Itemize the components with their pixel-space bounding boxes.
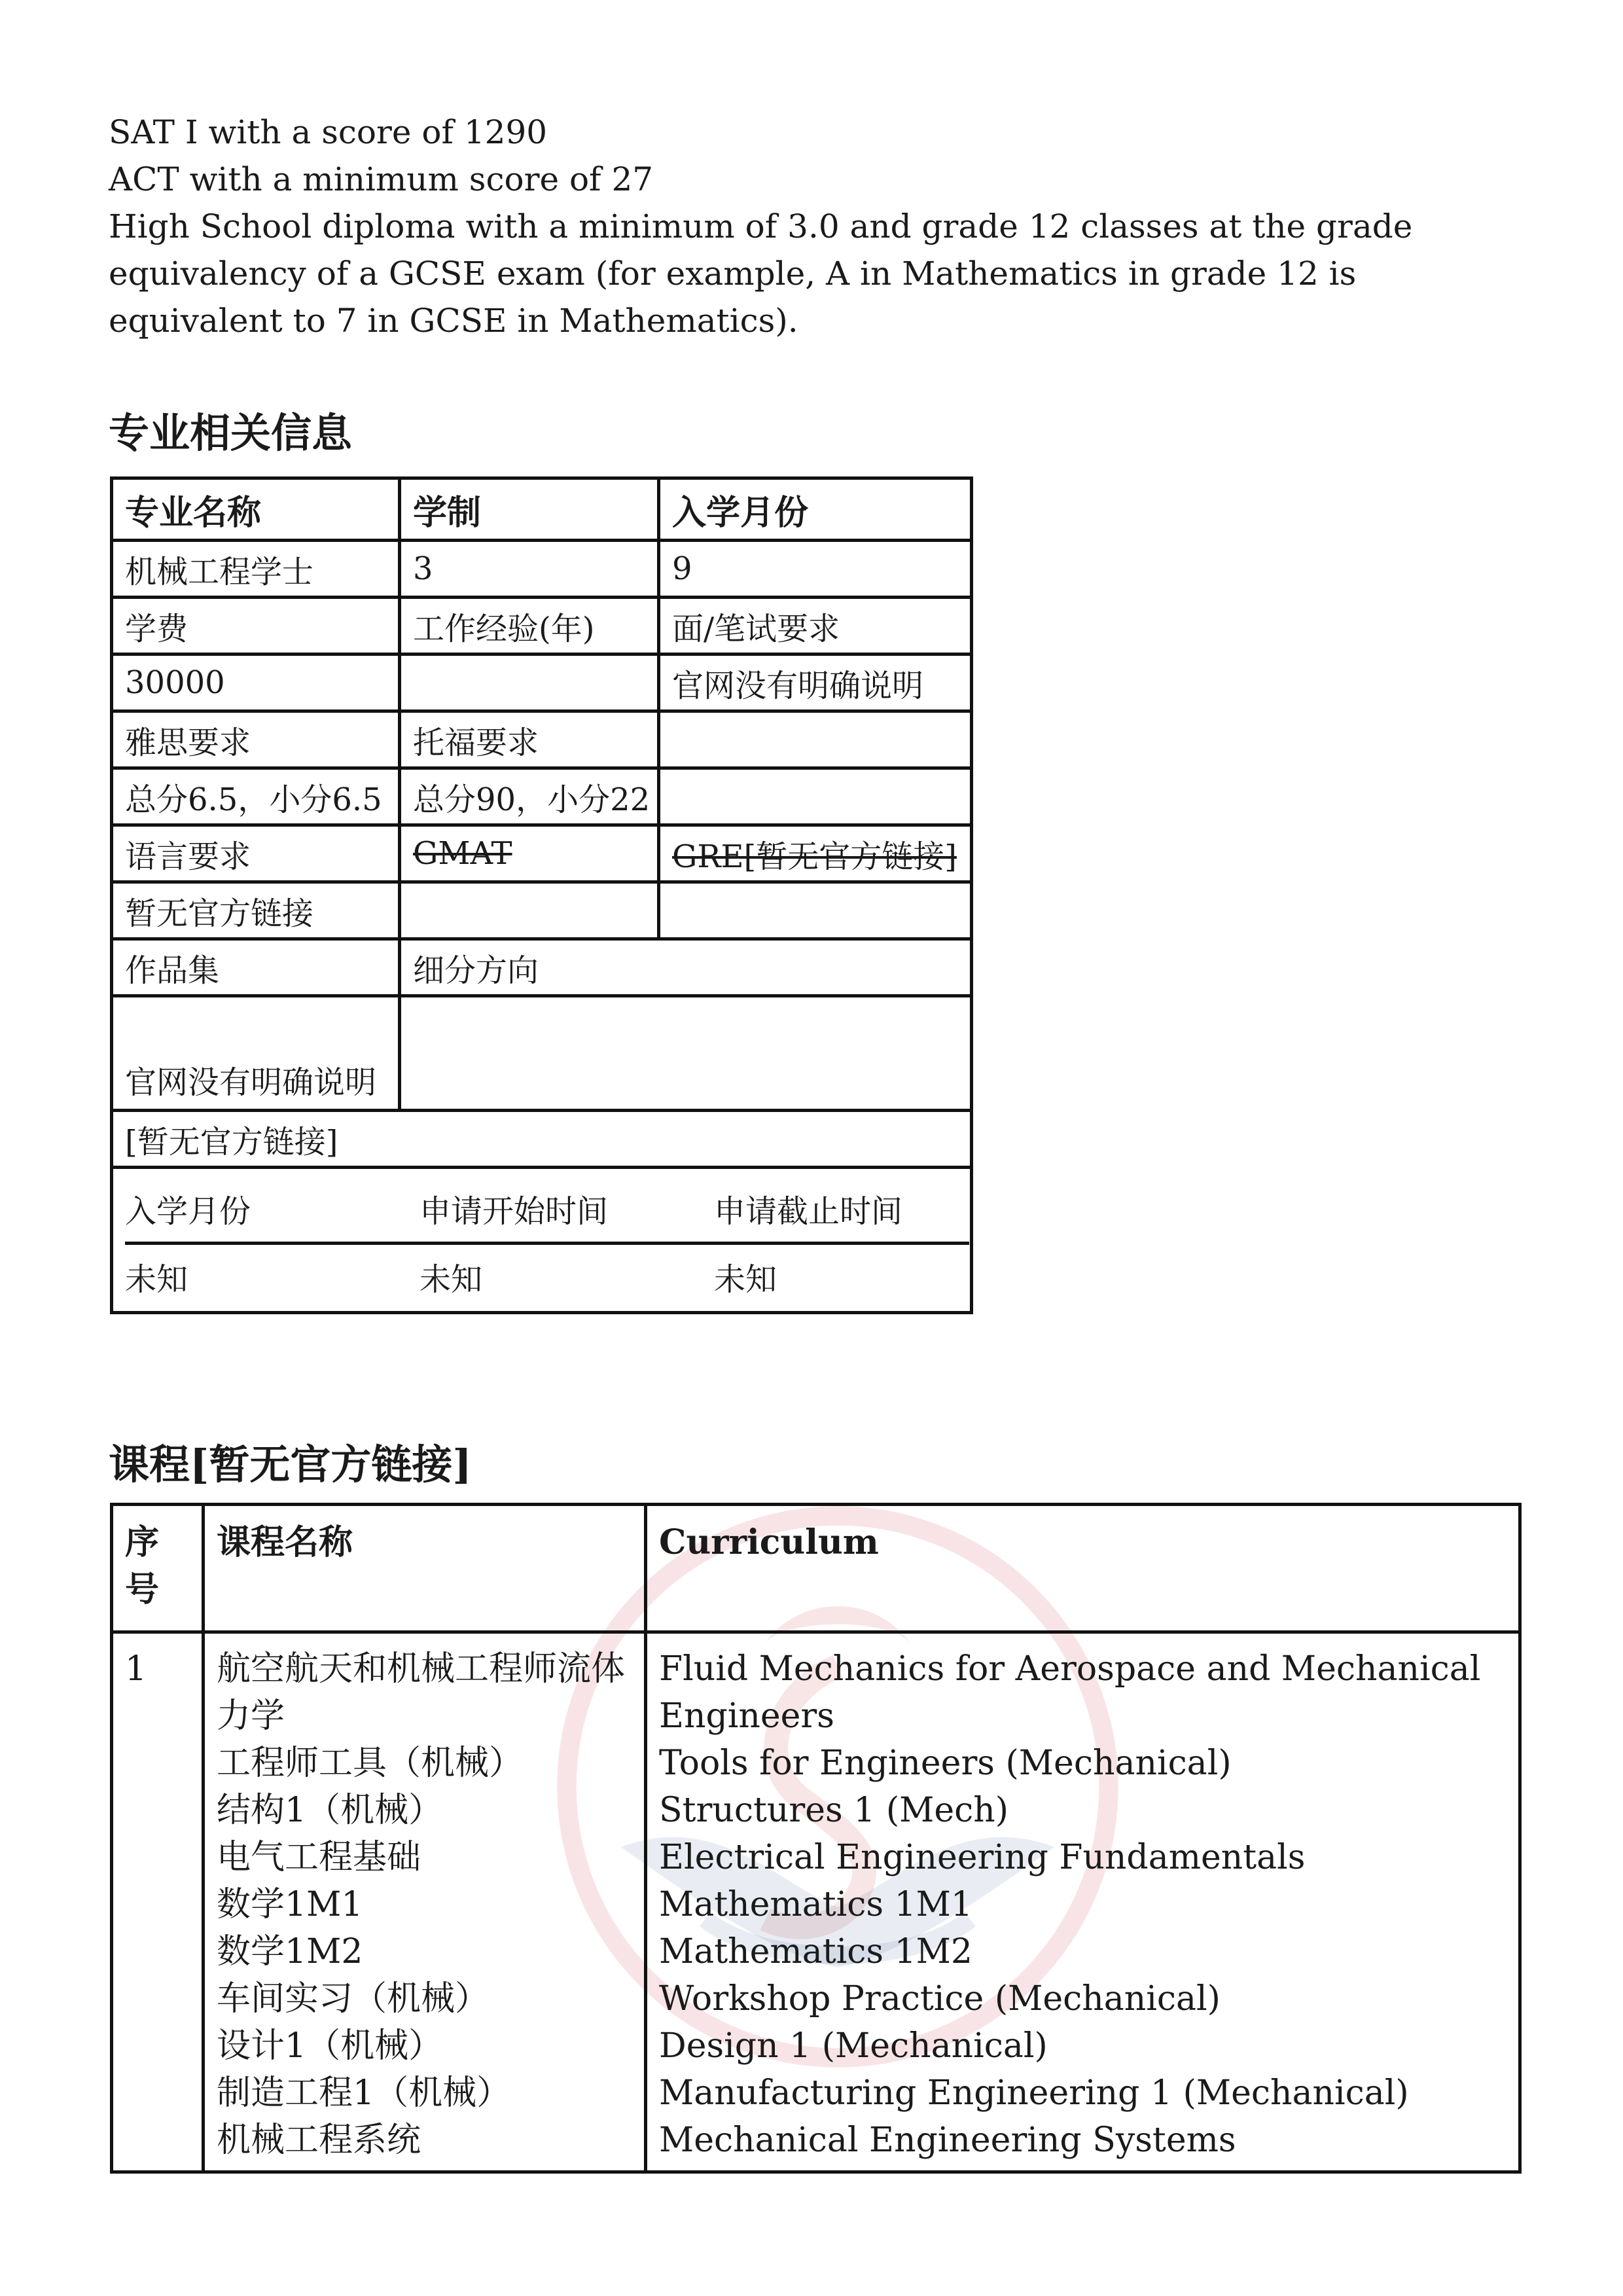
ielts-label: 雅思要求 — [112, 711, 400, 768]
intake-month-value: 9 — [659, 541, 972, 598]
header-curriculum: Curriculum — [646, 1505, 1520, 1632]
course-cn: 数学1M2 — [217, 1932, 363, 1971]
portfolio-value: 官网没有明确说明 — [112, 996, 400, 1111]
duration-value: 3 — [400, 541, 659, 598]
course-cn: 航空航天和机械工程师流体力学 — [217, 1649, 626, 1736]
table-header-row — [112, 478, 972, 541]
language-value: 暂无官方链接 — [112, 882, 400, 939]
empty-cell — [659, 882, 972, 939]
course-cn: 制造工程1（机械） — [217, 2073, 511, 2113]
interview-value: 官网没有明确说明 — [659, 655, 972, 711]
table-row — [112, 1168, 972, 1313]
course-en: Fluid Mechanics for Aerospace and Mechanical Engineers — [659, 1649, 1481, 1736]
dates-value-start: 未知 — [419, 1261, 483, 1298]
application-dates — [112, 1168, 972, 1313]
empty-cell — [659, 768, 972, 825]
work-experience-label: 工作经验(年) — [400, 598, 659, 655]
admission-requirements-text — [109, 109, 1516, 344]
course-cn: 电气工程基础 — [217, 1838, 421, 1877]
table-row — [112, 996, 972, 1111]
curriculum-table — [110, 1503, 1522, 2174]
course-cn: 结构1（机械） — [217, 1791, 443, 1830]
major-info-table — [110, 476, 973, 1314]
course-en: Electrical Engineering Fundamentals — [659, 1838, 1306, 1877]
tuition-label: 学费 — [112, 598, 400, 655]
table-row — [112, 882, 972, 939]
specialization-label: 细分方向 — [400, 939, 972, 996]
dates-header-deadline: 申请截止时间 — [714, 1178, 969, 1245]
gmat-label: GMAT — [400, 825, 659, 882]
work-experience-value — [400, 655, 659, 711]
table-row — [112, 711, 972, 768]
course-cn: 车间实习（机械） — [217, 1979, 490, 2018]
major-name-value: 机械工程学士 — [112, 541, 400, 598]
official-link-note: [暂无官方链接] — [112, 1111, 972, 1168]
header-index: 序 号 — [112, 1505, 204, 1632]
course-en: Tools for Engineers (Mechanical) — [659, 1744, 1232, 1783]
table-row — [112, 541, 972, 598]
portfolio-label: 作品集 — [112, 939, 400, 996]
course-names-en — [646, 1632, 1520, 2172]
course-en: Workshop Practice (Mechanical) — [659, 1979, 1221, 2018]
course-en: Mathematics 1M2 — [659, 1932, 972, 1971]
course-cn: 设计1（机械） — [217, 2026, 443, 2066]
tuition-value: 30000 — [112, 655, 400, 711]
course-index: 1 — [112, 1632, 204, 2172]
empty-cell — [400, 882, 659, 939]
dates-value-deadline: 未知 — [714, 1261, 777, 1298]
course-cn: 工程师工具（机械） — [217, 1744, 524, 1783]
course-en: Design 1 (Mechanical) — [659, 2026, 1048, 2066]
ielts-value: 总分6.5，小分6.5 — [112, 768, 400, 825]
course-cn: 数学1M1 — [217, 1885, 363, 1924]
major-info-heading: 专业相关信息 — [109, 409, 353, 457]
toefl-label: 托福要求 — [400, 711, 659, 768]
dates-header-start: 申请开始时间 — [419, 1178, 714, 1245]
gre-label: GRE[暂无官方链接] — [659, 825, 972, 882]
table-row — [112, 768, 972, 825]
table-row — [112, 655, 972, 711]
table-row — [112, 1632, 1520, 2172]
course-cn: 机械工程系统 — [217, 2121, 421, 2160]
course-en: Manufacturing Engineering 1 (Mechanical) — [659, 2073, 1409, 2113]
header-duration: 学制 — [400, 478, 659, 541]
language-label: 语言要求 — [112, 825, 400, 882]
interview-label: 面/笔试要求 — [659, 598, 972, 655]
table-row — [112, 939, 972, 996]
specialization-value — [400, 996, 972, 1111]
course-en: Structures 1 (Mech) — [659, 1791, 1009, 1830]
header-intake-month: 入学月份 — [659, 478, 972, 541]
dates-header-intake: 入学月份 — [125, 1178, 419, 1245]
table-header-row — [112, 1505, 1520, 1632]
header-course-name: 课程名称 — [204, 1505, 646, 1632]
header-major-name: 专业名称 — [112, 478, 400, 541]
empty-cell — [659, 711, 972, 768]
table-row — [112, 1111, 972, 1168]
course-en: Mechanical Engineering Systems — [659, 2121, 1236, 2160]
course-en: Mathematics 1M1 — [659, 1885, 972, 1924]
curriculum-heading: 课程[暂无官方链接] — [109, 1441, 472, 1488]
toefl-value: 总分90，小分22 — [400, 768, 659, 825]
diploma-requirement: High School diploma with a minimum of 3.0 and grade 12 classes at the grade equivalency of a GCSE exam (for example, A in Mathematics in grade 12 is equivalent to 7 in GCSE in Mathematics). — [109, 207, 1413, 340]
act-requirement: ACT with a minimum score of 27 — [109, 160, 654, 198]
dates-value-intake: 未知 — [125, 1261, 188, 1298]
table-row — [112, 598, 972, 655]
course-names-cn — [204, 1632, 646, 2172]
sat-requirement: SAT I with a score of 1290 — [109, 113, 548, 151]
table-row — [112, 825, 972, 882]
